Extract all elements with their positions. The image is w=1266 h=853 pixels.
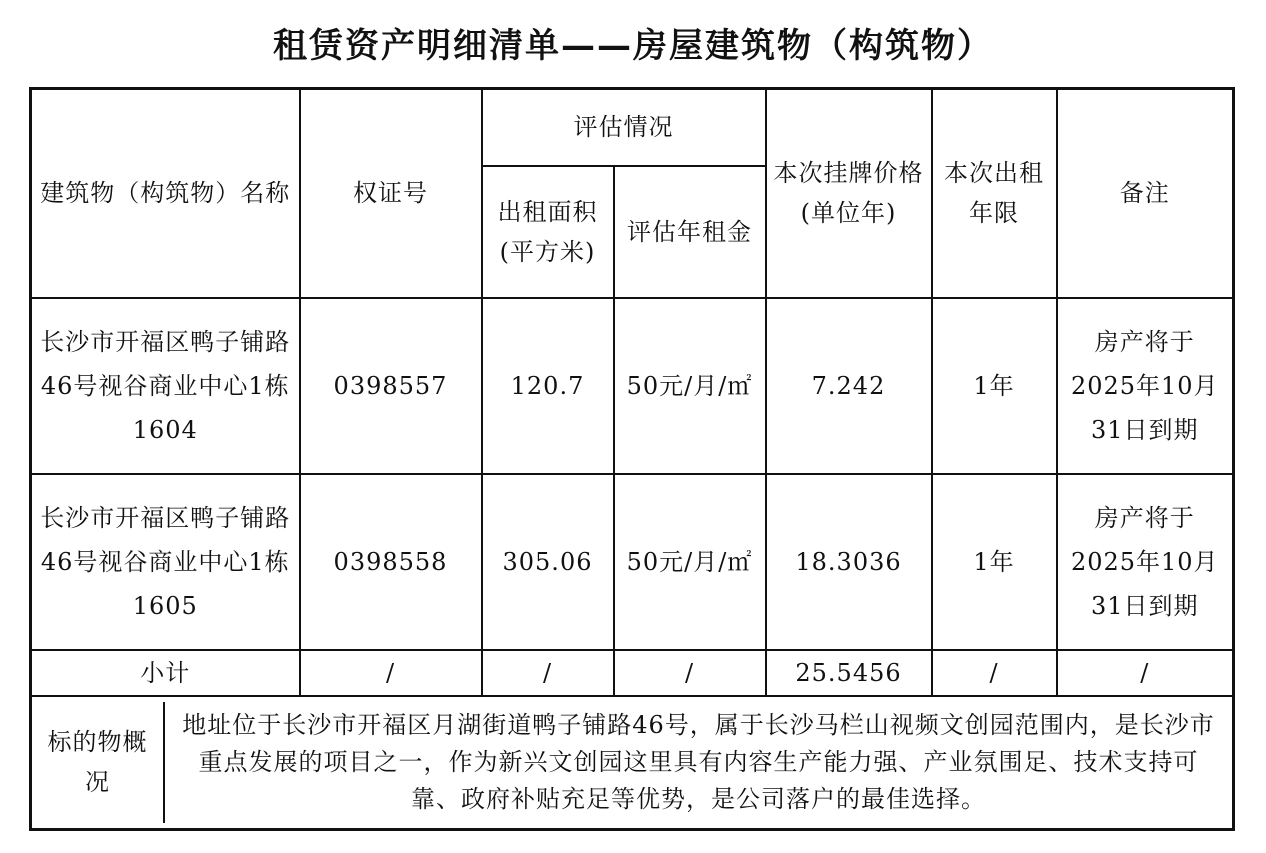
building-name-cell: 长沙市开福区鸭子铺路46号视谷商业中心1栋1605 (31, 474, 300, 650)
subtotal-row (31, 650, 1234, 696)
lease-term-cell: 1年 (932, 474, 1057, 650)
eval-rent-cell: 50元/月/㎡ (614, 298, 766, 474)
header-lease-term: 本次出租年限 (932, 89, 1057, 298)
subtotal-cert-cell: / (300, 650, 482, 696)
table-row (31, 474, 1234, 650)
listing-price-cell: 7.242 (766, 298, 932, 474)
overview-container (31, 696, 1234, 830)
header-listing-price: 本次挂牌价格(单位年) (766, 89, 932, 298)
rent-area-cell: 305.06 (482, 474, 614, 650)
leased-assets-table (29, 87, 1235, 831)
overview-description: 地址位于长沙市开福区月湖街道鸭子铺路46号，属于长沙马栏山视频文创园范围内，是长沙市重点发展的项目之一，作为新兴文创园这里具有内容生产能力强、产业氛围足、技术支持可靠、政府补贴充足等优势，是公司落户的最佳选择。 (164, 702, 1232, 823)
header-cert-no: 权证号 (300, 89, 482, 298)
header-row-1 (31, 89, 1234, 166)
listing-price-cell: 18.3036 (766, 474, 932, 650)
subtotal-price-cell: 25.5456 (766, 650, 932, 696)
remarks-cell: 房产将于2025年10月31日到期 (1057, 298, 1234, 474)
header-building-name: 建筑物（构筑物）名称 (31, 89, 300, 298)
table-row (31, 298, 1234, 474)
subtotal-remarks-cell: / (1057, 650, 1234, 696)
header-eval-rent: 评估年租金 (614, 166, 766, 298)
eval-rent-cell: 50元/月/㎡ (614, 474, 766, 650)
subtotal-area-cell: / (482, 650, 614, 696)
overview-table (32, 702, 1232, 823)
header-evaluation-group: 评估情况 (482, 89, 766, 166)
remarks-cell: 房产将于2025年10月31日到期 (1057, 474, 1234, 650)
overview-label: 标的物概况 (47, 728, 148, 797)
header-rent-area: 出租面积(平方米) (482, 166, 614, 298)
subtotal-term-cell: / (932, 650, 1057, 696)
page-title: 租赁资产明细清单——房屋建筑物（构筑物） (273, 26, 993, 66)
header-remarks: 备注 (1057, 89, 1234, 298)
cert-no-cell: 0398557 (300, 298, 482, 474)
subtotal-label: 小计 (31, 650, 300, 696)
subtotal-rent-cell: / (614, 650, 766, 696)
lease-term-cell: 1年 (932, 298, 1057, 474)
building-name-cell: 长沙市开福区鸭子铺路46号视谷商业中心1栋1604 (31, 298, 300, 474)
cert-no-cell: 0398558 (300, 474, 482, 650)
overview-row (31, 696, 1234, 830)
rent-area-cell: 120.7 (482, 298, 614, 474)
